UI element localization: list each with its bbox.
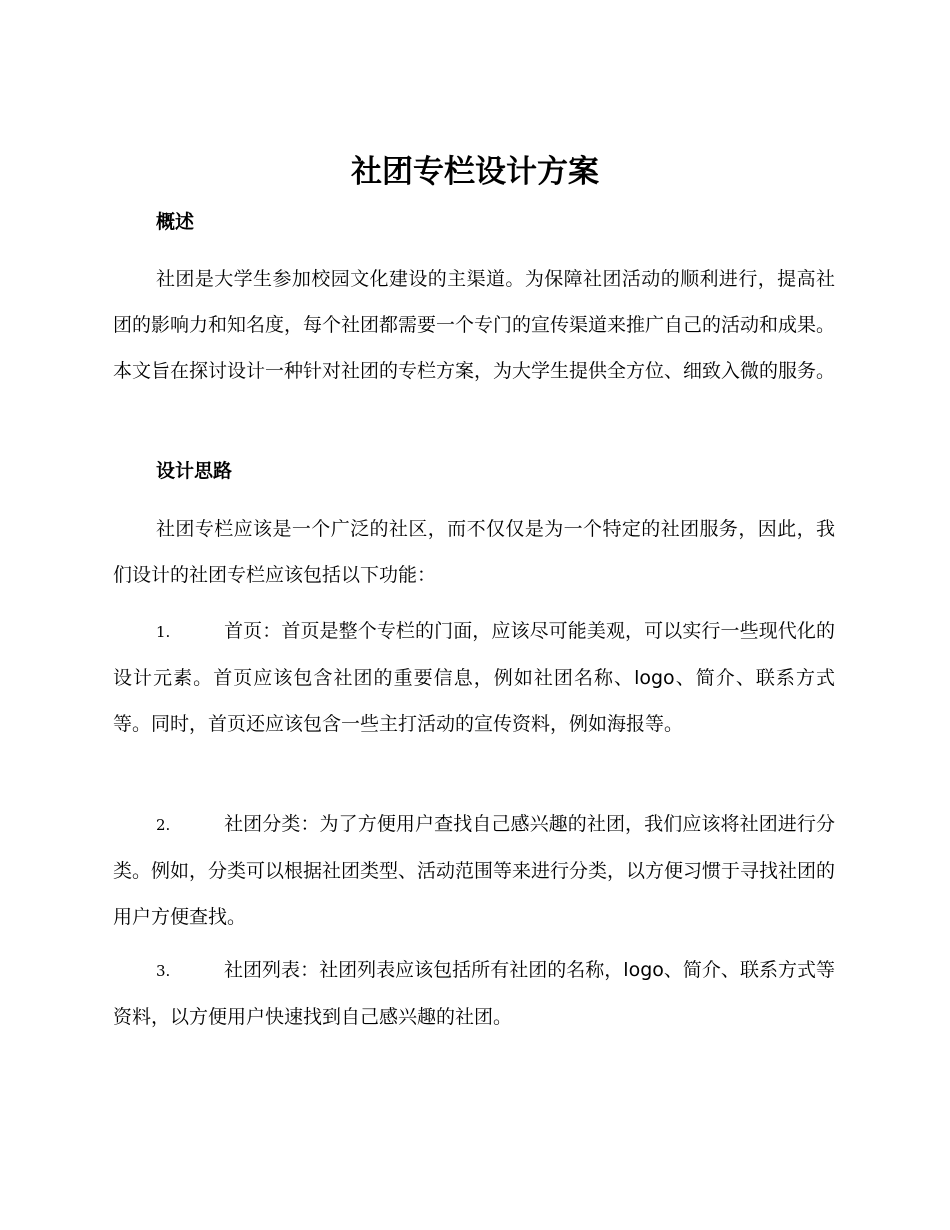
document-title: 社团专栏设计方案: [351, 154, 599, 190]
list-number: 3.: [156, 962, 171, 980]
design-idea-paragraph: 社团专栏应该是一个广泛的社区，而不仅仅是为一个特定的社团服务，因此，我们设计的社团专栏应该包括以下功能：: [113, 518, 835, 586]
list-item-text: 社团分类：为了方便用户查找自己感兴趣的社团，我们应该将社团进行分类。例如，分类可以根据社团类型、活动范围等来进行分类，以方便习惯于寻找社团的用户方便查找。: [113, 813, 836, 928]
section-heading-design-idea: 设计思路: [156, 460, 233, 482]
overview-paragraph: 社团是大学生参加校园文化建设的主渠道。为保障社团活动的顺利进行，提高社团的影响力和知名度，每个社团都需要一个专门的宣传渠道来推广自己的活动和成果。本文旨在探讨设计一种针对社团的专栏方案，为大学生提供全方位、细致入微的服务。: [113, 268, 836, 382]
section-heading-overview: 概述: [156, 211, 195, 233]
list-number: 2.: [156, 816, 171, 834]
list-item-text: 社团列表：社团列表应该包括所有社团的名称，logo、简介、联系方式等资料，以方便用户快速找到自己感兴趣的社团。: [113, 959, 835, 1028]
list-number: 1.: [156, 623, 171, 641]
list-item-text: 首页：首页是整个专栏的门面，应该尽可能美观，可以实行一些现代化的设计元素。首页应该包含社团的重要信息，例如社团名称、logo、简介、联系方式等。同时，首页还应该包含一些主打活动的宣传资料，例如海报等。: [113, 620, 835, 735]
list-item-category: [113, 801, 835, 940]
list-item-club-list: [113, 947, 835, 1040]
list-item-homepage: [113, 608, 835, 747]
